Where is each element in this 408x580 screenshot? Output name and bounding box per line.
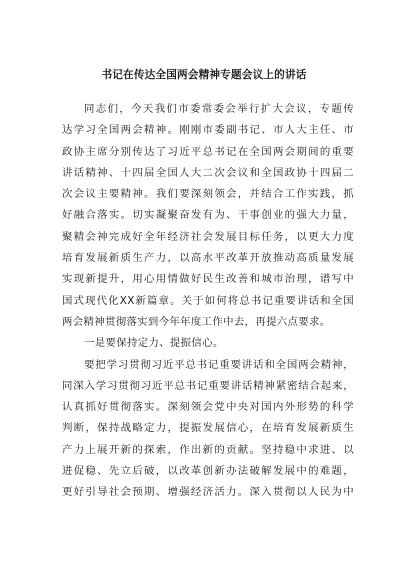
paragraph-line: 认真抓好贯彻落实。深刻领会党中央对国内外形势的科学 xyxy=(62,401,354,414)
paragraph-line: 判断，保持战略定力，提振发展信心，在培育发展新质生 xyxy=(62,422,354,435)
paragraph-line: 进促稳、先立后破，以改革创新办法破解发展中的难题， xyxy=(62,465,354,478)
paragraph-line: 两会精神贯彻落实到今年年度工作中去，再提六点要求。 xyxy=(62,315,331,328)
paragraph-line: 更好引导社会预期、增强经济活力。深入贯彻以人民为中 xyxy=(62,486,354,499)
paragraph-line: 实现新提升，用心用情做好民生改善和城市治理，谱写中 xyxy=(62,273,354,286)
paragraph-line: 同深入学习贯彻习近平总书记重要讲话精神紧密结合起来， xyxy=(62,379,354,392)
paragraph-line: 政协主席分别传达了习近平总书记在全国两会期间的重要 xyxy=(62,145,354,158)
section-heading: 一是要保持定力、提振信心。 xyxy=(84,337,224,350)
paragraph-line: 达学习全国两会精神。刚刚市委副书记、市人大主任、市 xyxy=(62,124,354,137)
paragraph-line: 次会议主要精神。我们要深刻领会，并结合工作实践，抓 xyxy=(62,188,354,201)
paragraph-line: 讲话精神、十四届全国人大二次会议和全国政协十四届二 xyxy=(62,166,354,179)
paragraph-line: 好融合落实。切实凝聚奋发有为、干事创业的强大力量， xyxy=(62,209,354,222)
document-body xyxy=(62,99,354,504)
paragraph-line: 要把学习贯彻习近平总书记重要讲话和全国两会精神， xyxy=(84,358,354,371)
paragraph-line: 聚精会神完成好全年经济社会发展目标任务，以更大力度 xyxy=(62,230,354,243)
paragraph-line: 培育发展新质生产力，以高水平改革开放推动高质量发展 xyxy=(62,252,354,265)
paragraph-line: 产力上展开新的探索，作出新的贡献。坚持稳中求进、以 xyxy=(62,443,354,456)
paragraph-line: 国式现代化XX新篇章。关于如何将总书记重要讲话和全国 xyxy=(62,294,354,307)
paragraph-line: 同志们，今天我们市委常委会举行扩大会议，专题传 xyxy=(84,103,354,115)
document-title: 书记在传达全国两会精神专题会议上的讲话 xyxy=(101,69,307,81)
